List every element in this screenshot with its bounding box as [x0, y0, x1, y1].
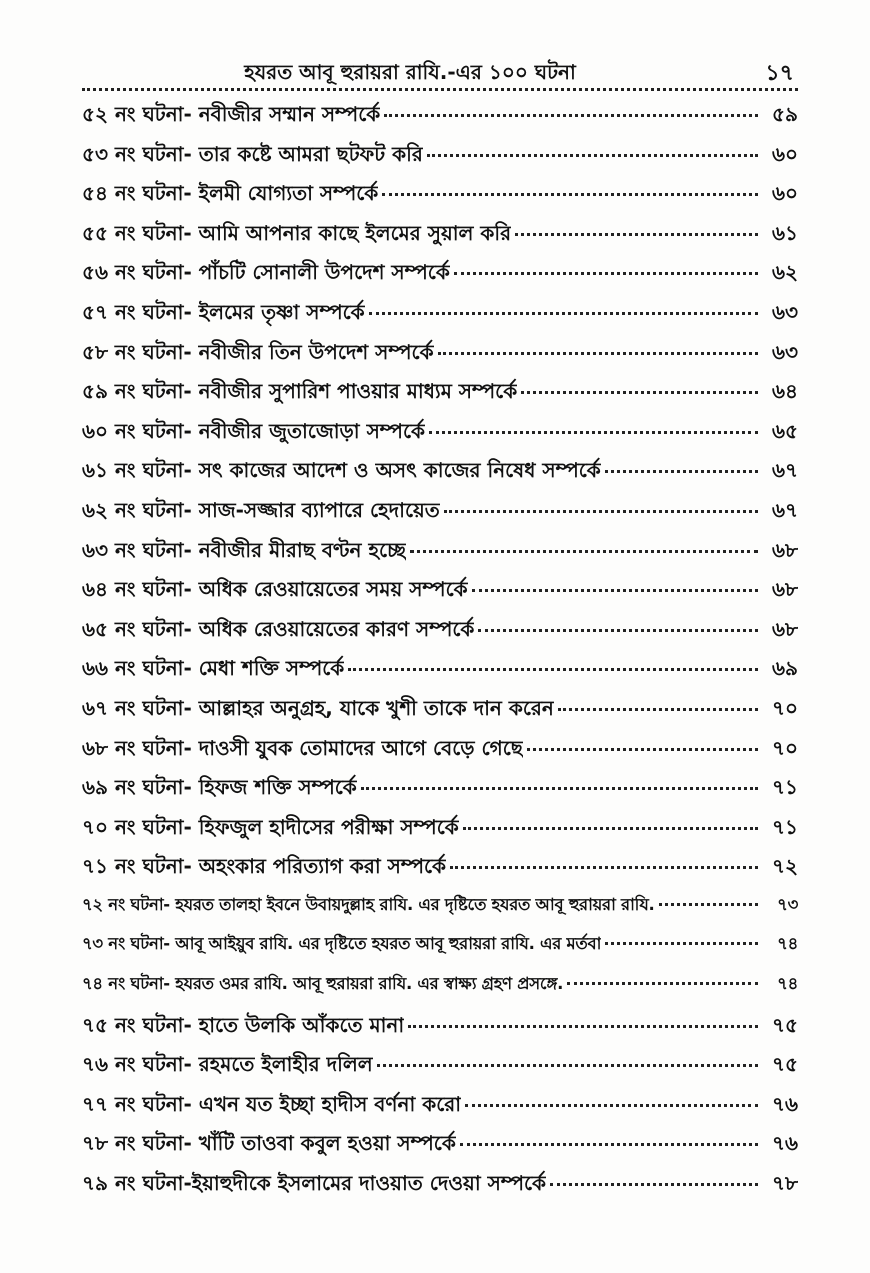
toc-entry — [82, 1050, 798, 1090]
toc-entry — [82, 654, 798, 694]
toc-entry-title: ৭১ নং ঘটনা- অহংকার পরিত্যাগ করা সম্পর্কে — [82, 854, 447, 879]
toc-entry — [82, 258, 798, 298]
dot-leader — [348, 668, 758, 671]
toc-entry-title: ৫২ নং ঘটনা- নবীজীর সম্মান সম্পর্কে — [82, 102, 381, 126]
toc-entry-title: ৭৯ নং ঘটনা-ইয়াহুদীকে ইসলামের দাওয়াত দেওয়া সম্পর্কে — [82, 1171, 547, 1196]
dot-leader — [384, 114, 758, 117]
toc-entry — [82, 892, 798, 932]
toc-entry-page: ৭৬ — [771, 1131, 798, 1156]
toc-entry-page: ৭৫ — [772, 1052, 798, 1077]
toc-entry-title: ৬৫ নং ঘটনা- অধিক রেওয়ায়েতের কারণ সম্পর্কে — [82, 616, 475, 641]
toc-entry-title: ৫৫ নং ঘটনা- আমি আপনার কাছে ইলমের সুয়াল করি — [82, 220, 512, 245]
table-of-contents — [82, 100, 798, 1209]
toc-entry-page: ৬৮ — [772, 537, 798, 562]
toc-entry-page: ৬১ — [772, 220, 798, 245]
toc-entry-page: ৬৭ — [771, 497, 798, 522]
dot-leader — [438, 352, 758, 355]
dot-leader — [605, 942, 758, 945]
dot-leader — [550, 1183, 758, 1186]
toc-entry — [82, 219, 798, 259]
dot-leader — [465, 1104, 758, 1107]
toc-entry-page: ৬০ — [771, 181, 798, 206]
toc-entry — [82, 852, 798, 892]
toc-entry-page: ৬৮ — [772, 577, 798, 602]
toc-entry-title: ৫৪ নং ঘটনা- ইলমী যোগ্যতা সম্পর্কে — [82, 181, 379, 206]
toc-entry-title: ৭০ নং ঘটনা- হিফজুল হাদীসের পরীক্ষা সম্পর্কে — [82, 814, 459, 839]
toc-entry-page: ৭৩ — [777, 894, 798, 914]
toc-entry-page: ৬৫ — [772, 418, 798, 443]
toc-entry-title: ৫৬ নং ঘটনা- পাঁচটি সোনালী উপদেশ সম্পর্কে — [82, 260, 450, 285]
toc-entry-page: ৬৩ — [771, 299, 798, 324]
toc-entry-title: ৬৬ নং ঘটনা- মেধা শক্তি সম্পর্কে — [82, 656, 345, 681]
toc-entry — [82, 971, 798, 1011]
toc-entry — [82, 377, 798, 417]
dot-leader — [454, 272, 758, 275]
page-number: ১৭ — [765, 61, 794, 86]
toc-entry-page: ৭৪ — [777, 934, 798, 954]
toc-entry-title: ৭৭ নং ঘটনা- এখন যত ইচ্ছা হাদীস বর্ণনা করো — [82, 1091, 462, 1116]
toc-entry-page: ৭৬ — [771, 1091, 798, 1116]
toc-entry-title: ৭৫ নং ঘটনা- হাতে উলকি আঁকতে মানা — [82, 1012, 405, 1037]
toc-entry-title: ৭৮ নং ঘটনা- খাঁটি তাওবা কবুল হওয়া সম্পর্কে — [82, 1131, 456, 1156]
toc-entry-page: ৬৪ — [772, 379, 798, 404]
toc-entry-page: ৭১ — [772, 814, 798, 839]
toc-entry — [82, 179, 798, 219]
dot-leader — [369, 312, 758, 315]
dot-leader — [567, 982, 758, 985]
toc-entry-page: ৭৪ — [777, 974, 798, 994]
toc-entry — [82, 1129, 798, 1169]
toc-entry — [82, 417, 798, 457]
dot-leader — [605, 470, 758, 473]
toc-entry — [82, 456, 798, 496]
toc-entry-title: ৬৮ নং ঘটনা- দাওসী যুবক তোমাদের আগে বেড়ে গেছে — [82, 735, 523, 760]
toc-entry — [82, 773, 798, 813]
toc-entry-page: ৬২ — [771, 260, 798, 285]
dot-leader — [410, 550, 758, 553]
toc-entry-page: ৬০ — [771, 141, 798, 166]
dot-leader — [478, 629, 758, 632]
toc-entry-page: ৭৫ — [772, 1012, 798, 1037]
dot-leader — [427, 154, 758, 157]
dot-leader — [429, 431, 758, 434]
dot-leader — [521, 391, 758, 394]
toc-entry — [82, 615, 798, 655]
toc-entry-page: ৬৮ — [772, 616, 798, 641]
dot-leader — [382, 193, 758, 196]
toc-entry-page: ৬৭ — [771, 458, 798, 483]
toc-entry-page: ৭১ — [772, 775, 798, 800]
toc-entry-title: ৫৭ নং ঘটনা- ইলমের তৃষ্ণা সম্পর্কে — [82, 299, 365, 324]
dot-leader — [558, 708, 758, 711]
toc-entry-title: ৭৪ নং ঘটনা- হযরত ওমর রাযি. আবূ হুরায়রা রাযি. এর স্বাক্ষ্য গ্রহণ প্রসঙ্গে. — [82, 974, 564, 994]
toc-entry-title: ৫৯ নং ঘটনা- নবীজীর সুপারিশ পাওয়ার মাধ্যম সম্পর্কে — [82, 379, 518, 404]
toc-entry-title: ৬১ নং ঘটনা- সৎ কাজের আদেশ ও অসৎ কাজের নিষেধ সম্পর্কে — [82, 458, 601, 483]
dot-leader — [408, 1025, 758, 1028]
toc-entry-title: ৬২ নং ঘটনা- সাজ-সজ্জার ব্যাপারে হেদায়েত — [82, 497, 440, 522]
header-divider — [82, 88, 798, 91]
dot-leader — [659, 903, 759, 906]
toc-entry — [82, 813, 798, 853]
toc-entry-title: ৭২ নং ঘটনা- হযরত তালহা ইবনে উবায়দুল্লাহ রাযি. এর দৃষ্টিতে হযরত আবূ হুরায়রা রাযি. — [82, 894, 655, 914]
toc-entry — [82, 1169, 798, 1209]
toc-entry — [82, 536, 798, 576]
toc-entry — [82, 496, 798, 536]
dot-leader — [361, 787, 758, 790]
toc-entry-page: ৭৮ — [772, 1171, 798, 1196]
toc-entry-title: ৬০ নং ঘটনা- নবীজীর জুতাজোড়া সম্পর্কে — [82, 418, 425, 443]
toc-entry-page: ৬৯ — [772, 656, 798, 681]
toc-entry-title: ৫৩ নং ঘটনা- তার কষ্টে আমরা ছটফট করি — [82, 141, 423, 166]
toc-entry — [82, 734, 798, 774]
toc-entry-title: ৫৮ নং ঘটনা- নবীজীর তিন উপদেশ সম্পর্কে — [82, 339, 434, 364]
toc-entry-title: ৬৩ নং ঘটনা- নবীজীর মীরাছ বণ্টন হচ্ছে — [82, 537, 406, 562]
dot-leader — [463, 827, 758, 830]
dot-leader — [460, 1143, 758, 1146]
toc-entry — [82, 1090, 798, 1130]
header-title: হযরত আবূ হুরায়রা রাযি.-এর ১০০ ঘটনা — [244, 60, 576, 84]
toc-entry-title: ৭৩ নং ঘটনা- আবূ আইয়ুব রাযি. এর দৃষ্টিতে হযরত আবূ হুরায়রা রাযি. এর মর্তবা — [82, 934, 602, 954]
toc-entry-title: ৬৭ নং ঘটনা- আল্লাহর অনুগ্রহ, যাকে খুশী তাকে দান করেন — [82, 695, 554, 720]
toc-entry — [82, 575, 798, 615]
toc-entry-page: ৬৩ — [771, 339, 798, 364]
dot-leader — [515, 233, 758, 236]
toc-entry-page: ৭০ — [771, 735, 798, 760]
toc-entry — [82, 931, 798, 971]
dot-leader — [377, 1064, 758, 1067]
toc-entry — [82, 338, 798, 378]
toc-entry-title: ৬৪ নং ঘটনা- অধিক রেওয়ায়েতের সময় সম্পর্কে — [82, 577, 468, 602]
toc-entry — [82, 140, 798, 180]
running-header — [82, 54, 798, 88]
toc-entry-page: ৭২ — [771, 854, 798, 879]
toc-entry-title: ৬৯ নং ঘটনা- হিফজ শক্তি সম্পর্কে — [82, 775, 357, 800]
toc-entry — [82, 694, 798, 734]
toc-entry — [82, 1011, 798, 1051]
toc-entry-page: ৫৯ — [772, 102, 798, 126]
toc-entry-title: ৭৬ নং ঘটনা- রহমতে ইলাহীর দলিল — [82, 1052, 373, 1077]
dot-leader — [450, 866, 758, 869]
toc-entry — [82, 100, 798, 140]
dot-leader — [444, 510, 758, 513]
dot-leader — [527, 748, 758, 751]
toc-entry — [82, 298, 798, 338]
dot-leader — [472, 589, 758, 592]
toc-entry-page: ৭০ — [771, 695, 798, 720]
